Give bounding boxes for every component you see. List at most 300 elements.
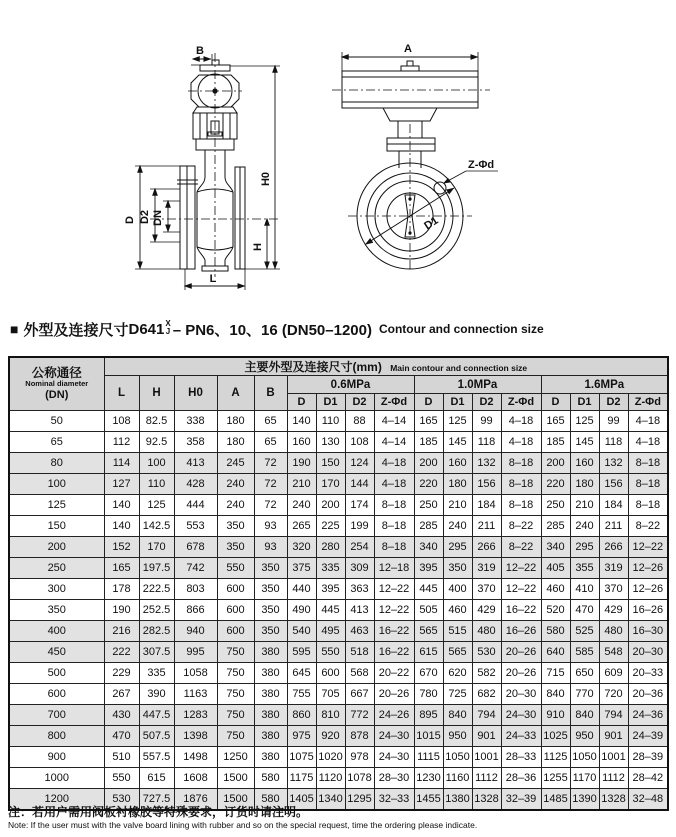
value-cell: 210 bbox=[570, 495, 599, 516]
value-cell: 72 bbox=[254, 453, 287, 474]
value-cell: 99 bbox=[599, 411, 628, 432]
value-cell: 557.5 bbox=[139, 747, 174, 768]
dn-cell: 100 bbox=[9, 474, 104, 495]
value-cell: 222 bbox=[104, 642, 139, 663]
black-square-bullet: ■ bbox=[10, 321, 19, 337]
value-cell: 429 bbox=[599, 600, 628, 621]
value-cell: 901 bbox=[472, 726, 501, 747]
value-cell: 978 bbox=[345, 747, 374, 768]
value-cell: 240 bbox=[443, 516, 472, 537]
value-cell: 640 bbox=[541, 642, 570, 663]
value-cell: 250 bbox=[541, 495, 570, 516]
value-cell: 340 bbox=[541, 537, 570, 558]
value-cell: 165 bbox=[541, 411, 570, 432]
value-cell: 16–26 bbox=[501, 621, 541, 642]
value-cell: 525 bbox=[570, 621, 599, 642]
value-cell: 82.5 bbox=[139, 411, 174, 432]
value-cell: 165 bbox=[414, 411, 443, 432]
value-cell: 470 bbox=[570, 600, 599, 621]
front-view-dimensions bbox=[124, 45, 280, 290]
value-cell: 12–22 bbox=[628, 537, 668, 558]
value-cell: 16–22 bbox=[501, 600, 541, 621]
value-cell: 510 bbox=[104, 747, 139, 768]
value-cell: 490 bbox=[287, 600, 316, 621]
value-cell: 370 bbox=[472, 579, 501, 600]
value-cell: 229 bbox=[104, 663, 139, 684]
value-cell: 480 bbox=[472, 621, 501, 642]
value-cell: 190 bbox=[287, 453, 316, 474]
value-cell: 16–26 bbox=[628, 600, 668, 621]
value-cell: 12–22 bbox=[501, 579, 541, 600]
value-cell: 1050 bbox=[570, 747, 599, 768]
value-cell: 395 bbox=[316, 579, 345, 600]
value-cell: 92.5 bbox=[139, 432, 174, 453]
value-cell: 130 bbox=[316, 432, 345, 453]
header-sub-d1: D1 bbox=[316, 394, 345, 411]
value-cell: 1455 bbox=[414, 789, 443, 810]
footer-notes bbox=[8, 805, 668, 831]
header-nominal-diameter bbox=[9, 357, 104, 411]
value-cell: 99 bbox=[472, 411, 501, 432]
header-nominal-diameter-unit: (DN) bbox=[45, 388, 69, 401]
header-sub-zphd: Z-Φd bbox=[628, 394, 668, 411]
value-cell: 550 bbox=[104, 768, 139, 789]
value-cell: 678 bbox=[174, 537, 217, 558]
dimension-table-body bbox=[9, 411, 668, 810]
value-cell: 1328 bbox=[599, 789, 628, 810]
value-cell: 32–33 bbox=[374, 789, 414, 810]
value-cell: 307.5 bbox=[139, 642, 174, 663]
value-cell: 252.5 bbox=[139, 600, 174, 621]
dn-cell: 350 bbox=[9, 600, 104, 621]
value-cell: 1020 bbox=[316, 747, 345, 768]
header-col-A: A bbox=[217, 376, 254, 411]
value-cell: 266 bbox=[472, 537, 501, 558]
dim-label-l: L bbox=[209, 273, 217, 285]
value-cell: 600 bbox=[316, 663, 345, 684]
value-cell: 16–22 bbox=[374, 642, 414, 663]
value-cell: 615 bbox=[139, 768, 174, 789]
value-cell: 211 bbox=[599, 516, 628, 537]
value-cell: 715 bbox=[541, 663, 570, 684]
value-cell: 1498 bbox=[174, 747, 217, 768]
value-cell: 548 bbox=[599, 642, 628, 663]
value-cell: 585 bbox=[570, 642, 599, 663]
section-title-en: Contour and connection size bbox=[378, 322, 544, 336]
value-cell: 440 bbox=[287, 579, 316, 600]
value-cell: 160 bbox=[570, 453, 599, 474]
value-cell: 1398 bbox=[174, 726, 217, 747]
value-cell: 142.5 bbox=[139, 516, 174, 537]
table-header bbox=[9, 357, 668, 411]
header-col-H0: H0 bbox=[174, 376, 217, 411]
value-cell: 132 bbox=[472, 453, 501, 474]
dim-label-d: D bbox=[124, 216, 136, 224]
value-cell: 413 bbox=[345, 600, 374, 621]
value-cell: 553 bbox=[174, 516, 217, 537]
value-cell: 65 bbox=[254, 432, 287, 453]
dn-cell: 700 bbox=[9, 705, 104, 726]
value-cell: 395 bbox=[414, 558, 443, 579]
value-cell: 285 bbox=[541, 516, 570, 537]
value-cell: 210 bbox=[287, 474, 316, 495]
value-cell: 803 bbox=[174, 579, 217, 600]
value-cell: 200 bbox=[316, 495, 345, 516]
value-cell: 595 bbox=[287, 642, 316, 663]
value-cell: 222.5 bbox=[139, 579, 174, 600]
header-sub-d2: D2 bbox=[599, 394, 628, 411]
value-cell: 266 bbox=[599, 537, 628, 558]
header-sub-zphd: Z-Φd bbox=[501, 394, 541, 411]
value-cell: 8–18 bbox=[501, 474, 541, 495]
value-cell: 170 bbox=[316, 474, 345, 495]
value-cell: 28–36 bbox=[501, 768, 541, 789]
value-cell: 794 bbox=[599, 705, 628, 726]
value-cell: 810 bbox=[316, 705, 345, 726]
note-en: Note: If the user must with the valve board lining with rubber and so on the special request, time the ordering please indicate. bbox=[8, 820, 478, 830]
value-cell: 118 bbox=[599, 432, 628, 453]
valve-model: D641 bbox=[128, 320, 165, 338]
value-cell: 480 bbox=[599, 621, 628, 642]
dn-cell: 450 bbox=[9, 642, 104, 663]
value-cell: 160 bbox=[443, 453, 472, 474]
value-cell: 220 bbox=[414, 474, 443, 495]
value-cell: 152 bbox=[104, 537, 139, 558]
value-cell: 180 bbox=[570, 474, 599, 495]
value-cell: 124 bbox=[345, 453, 374, 474]
header-sub-d1: D1 bbox=[443, 394, 472, 411]
dim-label-dn: DN bbox=[152, 210, 164, 226]
model-variant-top: X bbox=[165, 319, 171, 328]
value-cell: 8–18 bbox=[628, 474, 668, 495]
value-cell: 1058 bbox=[174, 663, 217, 684]
value-cell: 156 bbox=[599, 474, 628, 495]
dim-label-b: B bbox=[196, 45, 204, 57]
value-cell: 125 bbox=[443, 411, 472, 432]
value-cell: 267 bbox=[104, 684, 139, 705]
value-cell: 24–30 bbox=[374, 747, 414, 768]
value-cell: 1112 bbox=[599, 768, 628, 789]
value-cell: 860 bbox=[287, 705, 316, 726]
value-cell: 200 bbox=[541, 453, 570, 474]
dim-label-d2: D2 bbox=[139, 209, 151, 225]
value-cell: 600 bbox=[217, 621, 254, 642]
value-cell: 350 bbox=[254, 579, 287, 600]
header-col-H: H bbox=[139, 376, 174, 411]
value-cell: 24–30 bbox=[501, 705, 541, 726]
table-row bbox=[9, 747, 668, 768]
value-cell: 28–33 bbox=[501, 747, 541, 768]
value-cell: 335 bbox=[316, 558, 345, 579]
value-cell: 93 bbox=[254, 516, 287, 537]
value-cell: 1405 bbox=[287, 789, 316, 810]
value-cell: 20–36 bbox=[628, 684, 668, 705]
value-cell: 1115 bbox=[414, 747, 443, 768]
value-cell: 1283 bbox=[174, 705, 217, 726]
header-sub-d: D bbox=[541, 394, 570, 411]
value-cell: 125 bbox=[570, 411, 599, 432]
value-cell: 445 bbox=[316, 600, 345, 621]
value-cell: 580 bbox=[254, 789, 287, 810]
value-cell: 160 bbox=[287, 432, 316, 453]
value-cell: 140 bbox=[104, 516, 139, 537]
value-cell: 12–22 bbox=[374, 600, 414, 621]
value-cell: 112 bbox=[104, 432, 139, 453]
valve-front-view-drawing bbox=[100, 28, 320, 300]
value-cell: 140 bbox=[104, 495, 139, 516]
value-cell: 197.5 bbox=[139, 558, 174, 579]
value-cell: 240 bbox=[287, 495, 316, 516]
dn-cell: 800 bbox=[9, 726, 104, 747]
value-cell: 32–39 bbox=[501, 789, 541, 810]
value-cell: 620 bbox=[443, 663, 472, 684]
value-cell: 127 bbox=[104, 474, 139, 495]
value-cell: 8–18 bbox=[501, 453, 541, 474]
value-cell: 12–22 bbox=[501, 558, 541, 579]
value-cell: 254 bbox=[345, 537, 374, 558]
value-cell: 355 bbox=[570, 558, 599, 579]
value-cell: 1025 bbox=[541, 726, 570, 747]
value-cell: 170 bbox=[139, 537, 174, 558]
value-cell: 240 bbox=[217, 474, 254, 495]
value-cell: 901 bbox=[599, 726, 628, 747]
value-cell: 8–18 bbox=[628, 495, 668, 516]
header-group-06mpa: 0.6MPa bbox=[287, 376, 414, 394]
value-cell: 1485 bbox=[541, 789, 570, 810]
header-main-zh: 主要外型及连接尺寸(mm) bbox=[244, 360, 382, 374]
pressure-range: – PN6、10、16 (DN50–1200) bbox=[172, 321, 372, 339]
value-cell: 565 bbox=[443, 642, 472, 663]
value-cell: 199 bbox=[345, 516, 374, 537]
value-cell: 750 bbox=[217, 663, 254, 684]
dn-cell: 1000 bbox=[9, 768, 104, 789]
table-row bbox=[9, 600, 668, 621]
value-cell: 550 bbox=[316, 642, 345, 663]
value-cell: 16–30 bbox=[628, 621, 668, 642]
value-cell: 88 bbox=[345, 411, 374, 432]
value-cell: 1170 bbox=[570, 768, 599, 789]
header-group-16mpa: 1.6MPa bbox=[541, 376, 668, 394]
table-row bbox=[9, 621, 668, 642]
value-cell: 995 bbox=[174, 642, 217, 663]
dim-label-bolt: Z-Φd bbox=[468, 159, 495, 171]
table-row bbox=[9, 705, 668, 726]
value-cell: 507.5 bbox=[139, 726, 174, 747]
dn-cell: 600 bbox=[9, 684, 104, 705]
value-cell: 190 bbox=[104, 600, 139, 621]
value-cell: 615 bbox=[414, 642, 443, 663]
value-cell: 125 bbox=[139, 495, 174, 516]
table-row bbox=[9, 432, 668, 453]
table-row bbox=[9, 768, 668, 789]
value-cell: 4–18 bbox=[374, 474, 414, 495]
value-cell: 24–30 bbox=[374, 726, 414, 747]
value-cell: 350 bbox=[254, 558, 287, 579]
value-cell: 350 bbox=[217, 537, 254, 558]
value-cell: 4–18 bbox=[628, 411, 668, 432]
value-cell: 920 bbox=[316, 726, 345, 747]
value-cell: 1075 bbox=[287, 747, 316, 768]
table-row bbox=[9, 579, 668, 600]
value-cell: 405 bbox=[541, 558, 570, 579]
value-cell: 350 bbox=[254, 621, 287, 642]
value-cell: 309 bbox=[345, 558, 374, 579]
dn-cell: 50 bbox=[9, 411, 104, 432]
table-row bbox=[9, 474, 668, 495]
value-cell: 840 bbox=[541, 684, 570, 705]
value-cell: 4–14 bbox=[374, 432, 414, 453]
value-cell: 4–18 bbox=[501, 432, 541, 453]
dim-label-h: H bbox=[252, 243, 264, 251]
value-cell: 363 bbox=[345, 579, 374, 600]
dn-cell: 125 bbox=[9, 495, 104, 516]
dn-cell: 80 bbox=[9, 453, 104, 474]
value-cell: 100 bbox=[139, 453, 174, 474]
value-cell: 1295 bbox=[345, 789, 374, 810]
value-cell: 1380 bbox=[443, 789, 472, 810]
dn-cell: 900 bbox=[9, 747, 104, 768]
value-cell: 8–22 bbox=[501, 516, 541, 537]
dn-cell: 500 bbox=[9, 663, 104, 684]
value-cell: 1328 bbox=[472, 789, 501, 810]
value-cell: 1230 bbox=[414, 768, 443, 789]
value-cell: 568 bbox=[345, 663, 374, 684]
value-cell: 682 bbox=[472, 684, 501, 705]
value-cell: 460 bbox=[541, 579, 570, 600]
value-cell: 180 bbox=[217, 411, 254, 432]
value-cell: 358 bbox=[174, 432, 217, 453]
side-view-geometry bbox=[332, 61, 490, 271]
value-cell: 770 bbox=[570, 684, 599, 705]
value-cell: 178 bbox=[104, 579, 139, 600]
value-cell: 16–22 bbox=[374, 621, 414, 642]
value-cell: 24–36 bbox=[628, 705, 668, 726]
value-cell: 840 bbox=[570, 705, 599, 726]
value-cell: 380 bbox=[254, 642, 287, 663]
value-cell: 1390 bbox=[570, 789, 599, 810]
value-cell: 150 bbox=[316, 453, 345, 474]
value-cell: 530 bbox=[472, 642, 501, 663]
value-cell: 375 bbox=[287, 558, 316, 579]
value-cell: 20–30 bbox=[628, 642, 668, 663]
value-cell: 750 bbox=[217, 684, 254, 705]
header-col-L: L bbox=[104, 376, 139, 411]
value-cell: 350 bbox=[217, 516, 254, 537]
table-row bbox=[9, 663, 668, 684]
value-cell: 380 bbox=[254, 747, 287, 768]
header-nominal-diameter-en: Nominal diameter bbox=[25, 379, 89, 389]
dn-cell: 300 bbox=[9, 579, 104, 600]
value-cell: 20–22 bbox=[374, 663, 414, 684]
value-cell: 1050 bbox=[443, 747, 472, 768]
header-sub-d2: D2 bbox=[345, 394, 374, 411]
value-cell: 184 bbox=[599, 495, 628, 516]
value-cell: 1163 bbox=[174, 684, 217, 705]
value-cell: 240 bbox=[570, 516, 599, 537]
value-cell: 1120 bbox=[316, 768, 345, 789]
value-cell: 520 bbox=[541, 600, 570, 621]
table-row bbox=[9, 411, 668, 432]
value-cell: 910 bbox=[541, 705, 570, 726]
header-main-en: Main contour and connection size bbox=[390, 363, 528, 373]
value-cell: 8–18 bbox=[374, 537, 414, 558]
value-cell: 750 bbox=[217, 726, 254, 747]
value-cell: 742 bbox=[174, 558, 217, 579]
value-cell: 794 bbox=[472, 705, 501, 726]
value-cell: 430 bbox=[104, 705, 139, 726]
value-cell: 413 bbox=[174, 453, 217, 474]
value-cell: 216 bbox=[104, 621, 139, 642]
value-cell: 600 bbox=[217, 600, 254, 621]
value-cell: 609 bbox=[599, 663, 628, 684]
value-cell: 975 bbox=[287, 726, 316, 747]
value-cell: 174 bbox=[345, 495, 374, 516]
table-row bbox=[9, 537, 668, 558]
value-cell: 645 bbox=[287, 663, 316, 684]
value-cell: 265 bbox=[287, 516, 316, 537]
value-cell: 750 bbox=[217, 642, 254, 663]
dim-label-a: A bbox=[404, 43, 412, 55]
value-cell: 24–33 bbox=[501, 726, 541, 747]
note-zh: 注：若用户需用阀板衬橡胶等特殊要求，订货时请注明。 bbox=[8, 805, 309, 819]
value-cell: 380 bbox=[254, 663, 287, 684]
value-cell: 1250 bbox=[217, 747, 254, 768]
value-cell: 180 bbox=[217, 432, 254, 453]
value-cell: 4–18 bbox=[374, 453, 414, 474]
value-cell: 1175 bbox=[287, 768, 316, 789]
section-title bbox=[10, 317, 670, 341]
value-cell: 8–22 bbox=[628, 516, 668, 537]
value-cell: 72 bbox=[254, 474, 287, 495]
value-cell: 705 bbox=[316, 684, 345, 705]
dim-label-h0: H0 bbox=[260, 171, 272, 187]
value-cell: 240 bbox=[217, 495, 254, 516]
value-cell: 20–26 bbox=[374, 684, 414, 705]
dn-cell: 65 bbox=[9, 432, 104, 453]
value-cell: 245 bbox=[217, 453, 254, 474]
value-cell: 444 bbox=[174, 495, 217, 516]
value-cell: 1500 bbox=[217, 789, 254, 810]
header-sub-d1: D1 bbox=[570, 394, 599, 411]
value-cell: 895 bbox=[414, 705, 443, 726]
value-cell: 1340 bbox=[316, 789, 345, 810]
value-cell: 211 bbox=[472, 516, 501, 537]
value-cell: 180 bbox=[443, 474, 472, 495]
value-cell: 1608 bbox=[174, 768, 217, 789]
header-nominal-diameter-zh: 公称通径 bbox=[31, 366, 82, 381]
value-cell: 145 bbox=[443, 432, 472, 453]
value-cell: 132 bbox=[599, 453, 628, 474]
value-cell: 340 bbox=[414, 537, 443, 558]
value-cell: 156 bbox=[472, 474, 501, 495]
value-cell: 28–30 bbox=[374, 768, 414, 789]
value-cell: 725 bbox=[443, 684, 472, 705]
value-cell: 184 bbox=[472, 495, 501, 516]
value-cell: 1001 bbox=[599, 747, 628, 768]
table-row bbox=[9, 642, 668, 663]
value-cell: 108 bbox=[345, 432, 374, 453]
value-cell: 780 bbox=[414, 684, 443, 705]
value-cell: 447.5 bbox=[139, 705, 174, 726]
value-cell: 338 bbox=[174, 411, 217, 432]
value-cell: 445 bbox=[414, 579, 443, 600]
value-cell: 65 bbox=[254, 411, 287, 432]
value-cell: 582 bbox=[472, 663, 501, 684]
model-variant-bottom: J bbox=[165, 327, 171, 336]
value-cell: 1015 bbox=[414, 726, 443, 747]
value-cell: 1112 bbox=[472, 768, 501, 789]
value-cell: 540 bbox=[287, 621, 316, 642]
